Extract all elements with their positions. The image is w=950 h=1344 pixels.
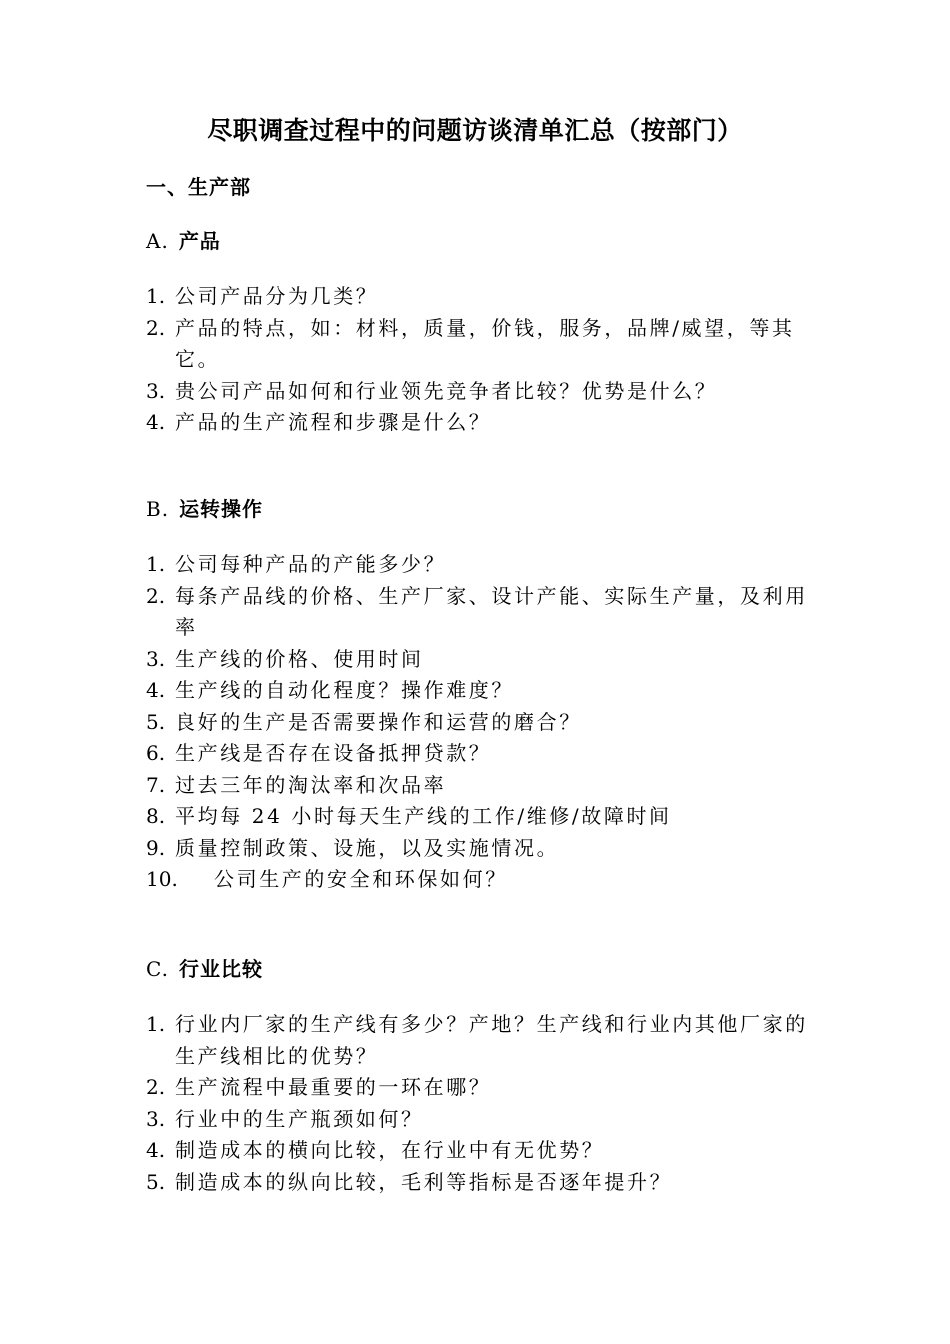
list-item: 7. 过去三年的淘汰率和次品率 bbox=[146, 772, 447, 797]
question-list-a bbox=[146, 281, 816, 439]
list-item: 6. 生产线是否存在设备抵押贷款？ bbox=[146, 741, 492, 765]
question-list-b bbox=[146, 549, 816, 896]
question-list-c bbox=[146, 1009, 816, 1198]
list-item: 4. 产品的生产流程和步骤是什么？ bbox=[146, 410, 492, 434]
subsection-letter: C. bbox=[146, 957, 169, 981]
list-item: 8. 平均每 24 小时每天生产线的工作/维修/故障时间 bbox=[146, 804, 672, 828]
subsection-title: 行业比较 bbox=[178, 957, 263, 981]
list-item: 2. 生产流程中最重要的一环在哪？ bbox=[146, 1075, 492, 1099]
list-item: 3. 贵公司产品如何和行业领先竞争者比较？优势是什么？ bbox=[146, 378, 718, 403]
subsection-heading-b bbox=[146, 494, 263, 524]
list-item: 1. 公司产品分为几类？ bbox=[146, 284, 379, 308]
subsection-heading-a bbox=[146, 226, 221, 256]
list-item: 4. 制造成本的横向比较，在行业中有无优势？ bbox=[146, 1138, 605, 1162]
list-item: 5. 良好的生产是否需要操作和运营的磨合？ bbox=[146, 709, 582, 734]
subsection-heading-c bbox=[146, 954, 263, 984]
list-item: 3. 生产线的价格、使用时间 bbox=[146, 646, 424, 671]
subsection-title: 运转操作 bbox=[179, 497, 264, 521]
subsection-letter: B. bbox=[146, 497, 170, 521]
list-item: 1. 行业内厂家的生产线有多少？产地？生产线和行业内其他厂家的生产线相比的优势？ bbox=[146, 1012, 808, 1068]
list-item: 9. 质量控制政策、设施，以及实施情况。 bbox=[146, 835, 560, 860]
subsection-title: 产品 bbox=[178, 229, 221, 253]
list-item: 2. 每条产品线的价格、生产厂家、设计产能、实际生产量，及利用率 bbox=[146, 583, 808, 639]
document-title: 尽职调查过程中的问题访谈清单汇总（按部门） bbox=[207, 116, 743, 145]
list-item: 2. 产品的特点，如：材料，质量，价钱，服务，品牌/威望，等其它。 bbox=[146, 315, 795, 371]
list-item: 1. 公司每种产品的产能多少？ bbox=[146, 552, 447, 576]
subsection-letter: A. bbox=[146, 229, 169, 253]
list-item: 5. 制造成本的纵向比较，毛利等指标是否逐年提升？ bbox=[146, 1169, 673, 1194]
list-item: 3. 行业中的生产瓶颈如何？ bbox=[146, 1106, 424, 1131]
list-item: 4. 生产线的自动化程度？操作难度？ bbox=[146, 678, 514, 702]
list-item: 10. 公司生产的安全和环保如何？ bbox=[146, 867, 508, 891]
section-heading-production: 一、生产部 bbox=[146, 175, 251, 199]
